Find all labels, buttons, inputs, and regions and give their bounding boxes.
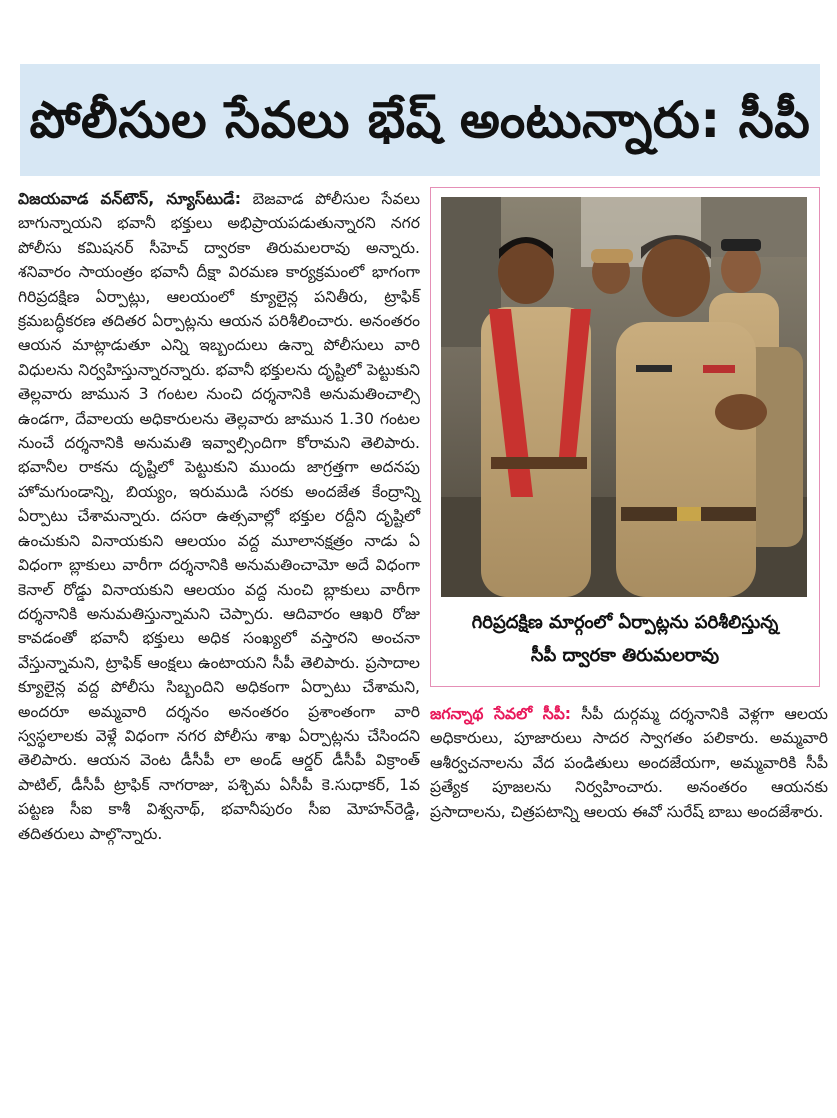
- caption-line-1: గిరిప్రదక్షిణ మార్గంలో ఏర్పాట్లను పరిశీలిస్తున్న: [471, 612, 779, 633]
- article-body-2: సీపీ దుర్గమ్మ దర్శనానికి వెళ్లగా ఆలయ అధికారులు, పూజారులు సాదర స్వాగతం పలికారు. అమ్మవారి ఆశీర్వచనాలను వేద పండితులు అందజేయగా, అమ్మవారికి సీపీ ప్రత్యేక పూజలను నిర్వహించారు. అనంతరం ఆయనకు ప్రసాదాలను, చిత్రపటాన్ని ఆలయ ఈవో సురేష్ బాబు అందజేశారు.: [430, 705, 828, 821]
- photo-box: [430, 187, 820, 687]
- caption-line-2: సీపీ ద్వారకా తిరుమలరావు: [530, 645, 720, 666]
- dateline: విజయవాడ వన్‌టౌన్, న్యూస్‌టుడే:: [18, 190, 241, 208]
- article-paragraph-2: [430, 702, 828, 824]
- article-paragraph: [18, 187, 420, 846]
- subheading: జగన్నాథ సేవలో సీపీ:: [430, 705, 572, 723]
- photo-caption: [439, 606, 811, 672]
- photo-illustration: [441, 197, 807, 597]
- headline: పోలీసుల సేవలు భేష్ అంటున్నారు: సీపీ: [29, 91, 811, 149]
- headline-band: [20, 64, 820, 176]
- article-column-left: [18, 187, 420, 846]
- article-column-right: [430, 702, 828, 824]
- news-photo: [441, 197, 807, 597]
- article-body: బెజవాడ పోలీసుల సేవలు బాగున్నాయని భవానీ భక్తులు అభిప్రాయపడుతున్నారని నగర పోలీసు కమిషనర్ సీహెచ్ ద్వారకా తిరుమలరావు అన్నారు. శనివారం సాయంత్రం భవానీ దీక్షా విరమణ కార్యక్రమంలో భాగంగా గిరిప్రదక్షిణ ఏర్పాట్లు, ఆలయంలో క్యూలైన్ల పనితీరు, ట్రాఫిక్ క్రమబద్ధీకరణ తదితర ఏర్పాట్లను ఆయన పరిశీలించారు. అనంతరం ఆయన మాట్లాడుతూ ఎన్ని ఇబ్బందులు ఉన్నా పోలీసులు వారి విధులను నిర్వహిస్తున్నారన్నారు. భవానీ భక్తులను దృష్టిలో పెట్టుకుని తెల్లవారు జామున 3 గంటల నుంచి దర్శనానికి అనుమతించాల్సి ఉండగా, దేవాలయ అధికారులను తెల్లవారు జామున 1.30 గంటల నుంచే దర్శనానికి అనుమతి ఇవ్వాల్సిందిగా కోరామని తెలిపారు. భవానీల రాకను దృష్టిలో పెట్టుకుని ముందు జాగ్రత్తగా అదనపు హోమగుండాన్ని, బియ్యం, ఇరుముడి సరకు అందజేత కేంద్రాన్ని ఏర్పాటు చేశామన్నారు. దసరా ఉత్సవాల్లో భక్తుల రద్దీని దృష్టిలో ఉంచుకుని వినాయకుని ఆలయం వద్ద మూలానక్షత్రం నాడు ఏ విధంగా బ్లాకులు వారీగా దర్శనానికి అనుమతించామో అదే విధంగా కెనాల్ రోడ్డు వినాయకుని ఆలయం వద్ద నుంచి బ్లాకులు వారీగా దర్శనానికి అనుమతిస్తున్నామని చెప్పారు. ఆదివారం ఆఖరి రోజు కావడంతో భవానీ భక్తులు అధిక సంఖ్యలో వస్తారని అంచనా వేస్తున్నామని, ట్రాఫిక్ ఆంక్షలు ఉంటాయని సీపీ తెలిపారు. ప్రసాదాల క్యూలైన్ల వద్ద పోలీసు సిబ్బందిని అధికంగా ఏర్పాటు చేశామని, అందరూ అమ్మవారి దర్శనం అనంతరం ప్రశాంతంగా వారి స్వస్థలాలకు వెళ్లే విధంగా నగర పోలీసు శాఖ ఏర్పాట్లను చేసిందని తెలిపారు. ఆయన వెంట డీసీపీ లా అండ్ ఆర్డర్ డీసీపీ విక్రాంత్ పాటిల్, డీసీపీ ట్రాఫిక్ నాగరాజు, పశ్చిమ ఏసీపీ కె.సుధాకర్, 1వ పట్టణ సీఐ కాశీ విశ్వనాథ్, భవానీపురం సీఐ మోహన్‌రెడ్డి, తదితరులు పాల్గొన్నారు.: [18, 190, 420, 843]
